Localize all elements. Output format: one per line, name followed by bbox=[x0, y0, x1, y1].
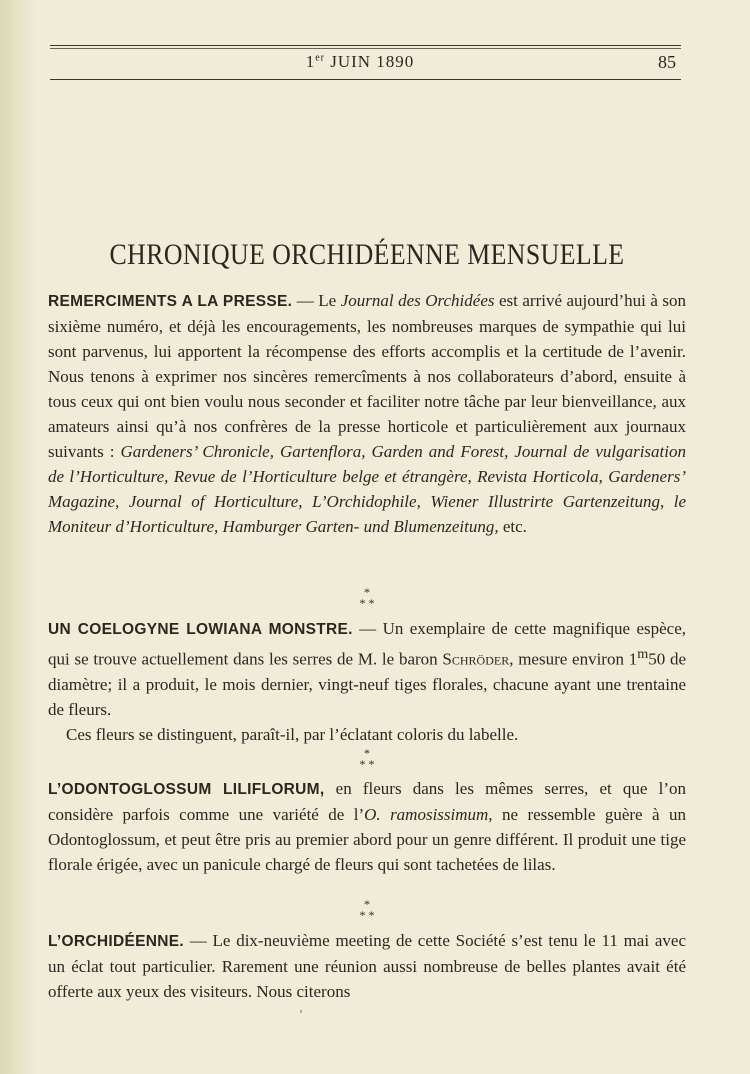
section-heading: UN COELOGYNE LOWIANA MONSTRE. bbox=[48, 621, 353, 638]
journal-list: Gardeners’ Chronicle, Gartenflora, Garden and Forest, Journal de vulgarisation de l’Horticulture, Revue de l’Horticulture belge et étrangère, Revista Horticola, Gardeners’ Magazine, Journal of Horticulture, L’Orchidophile, Wiener Illustrirte Gartenzeitung, le Moniteur d’Horticulture, Hamburger Garten- und Blumenzeitung, bbox=[48, 442, 686, 536]
section-heading: L’ODONTOGLOSSUM LILIFLORUM, bbox=[48, 781, 325, 798]
paragraph-orchideenne: L’ORCHIDÉENNE. — Le dix-neuvième meeting de cette Société s’est tenu le 11 mai avec un éclat tout particulier. Rarement une réunion aussi nombreuse de belles plantes avait été offerte aux yeux des visiteurs. Nous citerons bbox=[48, 931, 686, 1001]
asterism-divider: * * * bbox=[359, 897, 375, 922]
paragraph-remerciments: REMERCIMENTS A LA PRESSE. — Le Journal des Orchidées est arrivé aujourd’hui à son sixième numéro, et déjà les encouragements, les nombreuses marques de sympathie qui lui sont parvenus, lui apportent la récompense des efforts accomplis et la certitude de l’avenir. Nous tenons à exprimer nos sincères remercîments à nos collaborateurs d’abord, ensuite à tous ceux qui ont bien voulu nous seconder et faciliter notre tâche par leur bienveillance, aux amateurs ainsi qu’à nos confrères de la presse horticole et particulièrement aux journaux suivants : Gardeners’ Chronicle, Gartenflora, Garden and Forest, Journal de vulgarisation de l’Horticulture, Revue de l’Horticulture belge et étrangère, Revista Horticola, Gardeners’ Magazine, Journal of Horticulture, L’Orchidophile, Wiener Illustrirte Gartenzeitung, le Moniteur d’Horticulture, Hamburger Garten- und Blumenzeitung, etc. bbox=[48, 291, 686, 536]
person-name: Schröder bbox=[442, 649, 510, 669]
print-speck bbox=[300, 1010, 302, 1013]
paragraph-odontoglossum: L’ODONTOGLOSSUM LILIFLORUM, en fleurs dans les mêmes serres, et que l’on considère parfois comme une variété de l’O. ramosissimum, ne ressemble guère à un Odontoglossum, et peut être pris au premier abord pour un genre différent. Il produit une tige florale érigée, avec un panicule chargé de fleurs qui sont tachetées de lilas. bbox=[48, 779, 686, 874]
species-name: O. ramosissimum, bbox=[364, 805, 493, 824]
header-rule-top-inner bbox=[50, 48, 681, 49]
section-heading: L’ORCHIDÉENNE. bbox=[48, 933, 184, 950]
paragraph-coelogyne-second: Ces fleurs se distinguent, paraît-il, par l’éclatant coloris du labelle. bbox=[66, 724, 519, 744]
page-number: 85 bbox=[658, 52, 676, 72]
section-heading: REMERCIMENTS A LA PRESSE. bbox=[48, 293, 293, 310]
header-rule-top bbox=[50, 45, 681, 46]
header-rule-bottom bbox=[50, 79, 681, 80]
page-title: CHRONIQUE ORCHIDÉENNE MENSUELLE bbox=[109, 238, 625, 272]
running-head-date: 1er JUIN 1890 bbox=[305, 52, 415, 71]
paragraph-coelogyne: UN COELOGYNE LOWIANA MONSTRE. — Un exemplaire de cette magnifique espèce, qui se trouve actuellement dans les serres de M. le baron Schröder, mesure environ 1$^m$50 de diamètre; il a produit, le mois dernier, vingt-neuf tiges florales, chacune ayant une trentaine de fleurs. Ces fleurs se distinguent, paraît-il, par l’éclatant coloris du labelle. bbox=[48, 619, 687, 744]
journal-title: Journal des Orchidées bbox=[340, 291, 495, 310]
asterism-divider: * * * bbox=[359, 585, 375, 610]
asterism-divider: * * * bbox=[359, 746, 375, 771]
